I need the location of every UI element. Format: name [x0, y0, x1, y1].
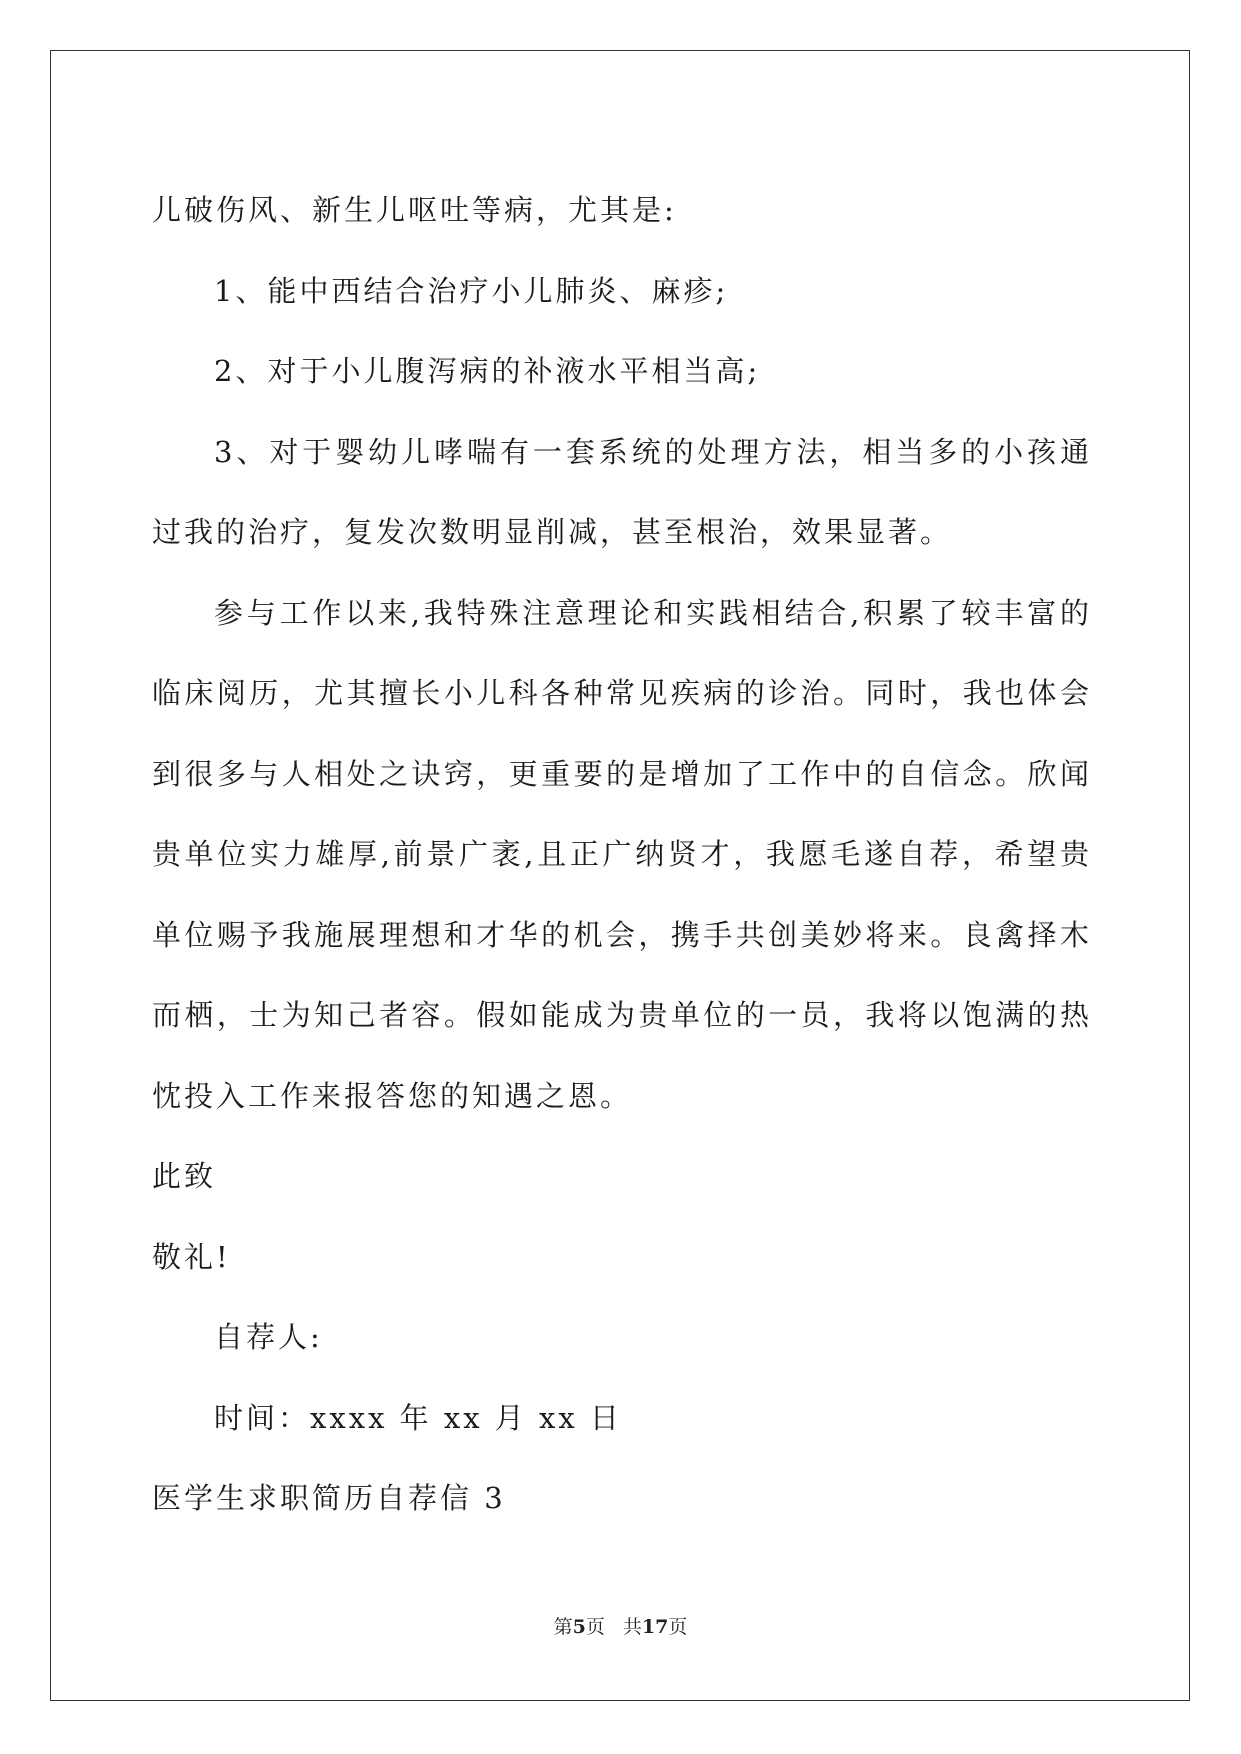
- section-heading: 医学生求职简历自荐信 3: [152, 1481, 506, 1515]
- paragraph-item-1: 1、能中西结合治疗小儿肺炎、麻疹;: [214, 273, 729, 308]
- footer-page-unit: 页: [585, 1616, 605, 1638]
- paragraph-diseases-intro: 儿破伤风、新生儿呕吐等病，尤其是:: [152, 193, 677, 227]
- paragraph-item-2: 2、对于小儿腹泻病的补液水平相当高;: [214, 354, 761, 388]
- footer-prefix: 第: [553, 1616, 573, 1638]
- footer-total-prefix: 共: [622, 1616, 642, 1638]
- footer-total-unit: 页: [668, 1616, 688, 1638]
- document-body: [152, 170, 1092, 1539]
- footer-total-pages: 17: [641, 1616, 669, 1638]
- date-line: 时间：xxxx 年 xx 月 xx 日: [214, 1400, 622, 1435]
- paragraph-item-3: 3、对于婴幼儿哮喘有一套系统的处理方法，相当多的小孩通过我的治疗，复发次数明显削减，甚至根治，效果显著。: [152, 434, 1092, 549]
- paragraph-experience: 参与工作以来,我特殊注意理论和实践相结合,积累了较丰富的临床阅历，尤其擅长小儿科各种常见疾病的诊治。同时，我也体会到很多与人相处之诀窍，更重要的是增加了工作中的自信念。欣闻贵单位实力雄厚,前景广袤,且正广纳贤才，我愿毛遂自荐，希望贵单位赐予我施展理想和才华的机会，携手共创美妙将来。良禽择木而栖，士为知己者容。假如能成为贵单位的一员，我将以饱满的热忱投入工作来报答您的知遇之恩。: [152, 595, 1092, 1113]
- closing-regards: 敬礼!: [152, 1239, 231, 1274]
- footer-current-page: 5: [572, 1616, 586, 1638]
- page-footer: [0, 1612, 1241, 1639]
- closing-salutation: 此致: [152, 1159, 217, 1193]
- signature-line: 自荐人:: [214, 1320, 323, 1354]
